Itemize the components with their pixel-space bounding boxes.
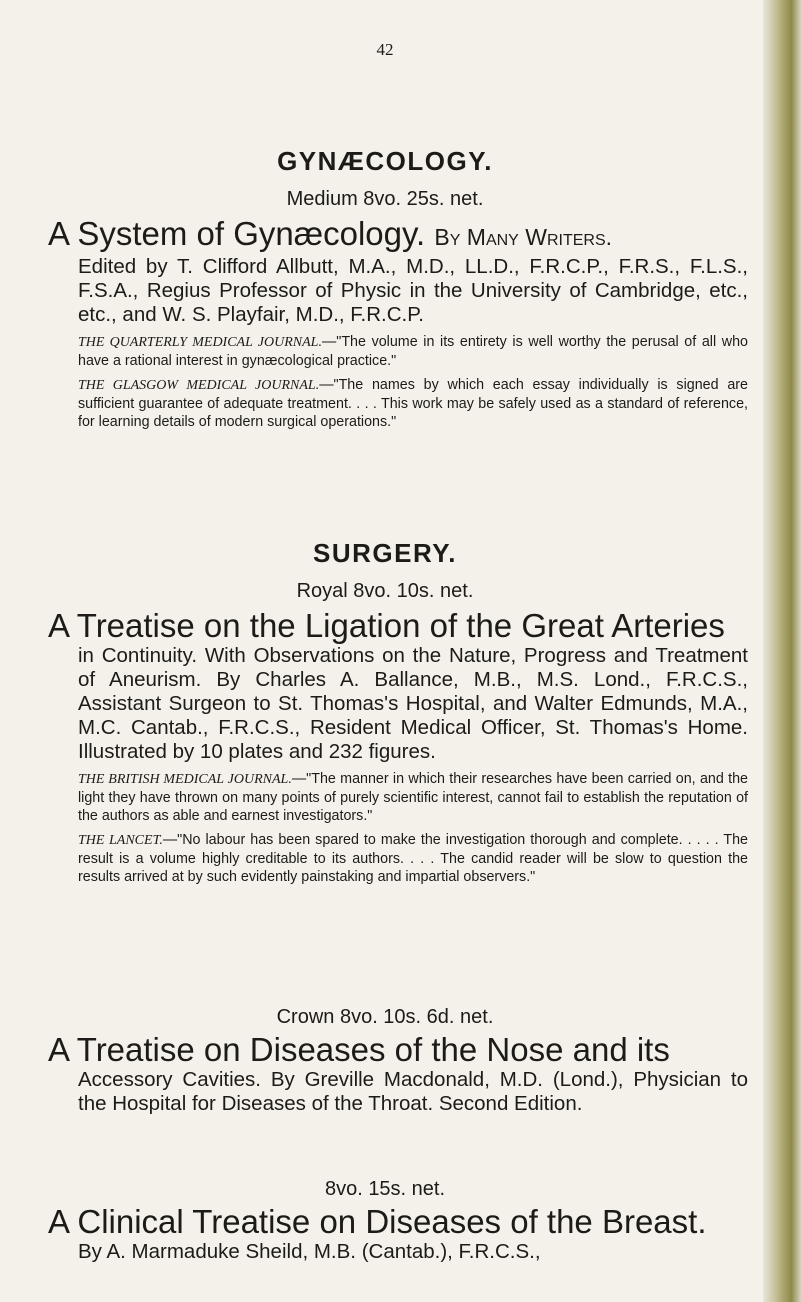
review-text: —"The manner in which their researches have been carried on, and the light they have thrown on many points of purely scientific interest, cannot fail to establish the reputation of the authors as able and earnest investigators." [78,771,748,824]
price-line: Crown 8vo. 10s. 6d. net. [276,1006,494,1028]
entry-description: Edited by T. Clifford Allbutt, M.A., M.D., LL.D., F.R.C.P., F.R.S., F.L.S., F.S.A., Regius Professor of Physic in the University of Cambridge, etc., etc., and W. S. Playfair, M.D., F.R.C.P. [78,255,748,326]
book-entry [48,1032,748,1116]
review-quote [48,770,748,825]
review-text: —"No labour has been spared to make the investigation thorough and complete. . . . . The result is a volume highly creditable to its authors. . . . The candid reader will be slow to question the results arrived at by such evidently painstaking and impartial observers." [78,832,749,885]
review-journal: THE GLASGOW MEDICAL JOURNAL. [78,378,320,393]
page-number: 42 [376,40,394,59]
entry-description: in Continuity. With Observations on the Nature, Progress and Treatment of Aneurism. By Charles A. Ballance, M.B., M.S. Lond., F.R.C.S., Assistant Surgeon to St. Thomas's Hospital, and Walter Edmunds, M.A., M.C. Cantab., F.R.C.S., Resident Medical Officer, St. Thomas's Home. Illustrated by 10 plates and 232 figures. [78,644,748,763]
entry-heading [48,1204,748,1240]
price-line: Royal 8vo. 10s. net. [296,580,474,602]
entry-title: A Clinical Treatise on Diseases of the Breast. [48,1203,707,1240]
book-entry [48,608,748,886]
review-text: —"The names by which each essay individually is signed are sufficient guarantee of adequate treatment. . . . This work may be safely used as a standard of reference, for learning details of modern surgical operations." [78,377,748,430]
review-journal: THE BRITISH MEDICAL JOURNAL. [78,772,292,787]
book-entry [48,1204,748,1264]
entry-title: A System of Gynæcology. [48,215,426,252]
section-title-gynaecology: GYNÆCOLOGY. [277,146,493,176]
price-line: Medium 8vo. 25s. net. [286,188,484,210]
entry-heading [48,1032,748,1068]
review-quote [48,831,748,886]
review-quote [48,376,748,431]
entry-title: A Treatise on the Ligation of the Great Arteries [48,607,725,644]
section-title-surgery: SURGERY. [313,538,457,568]
entry-description: By A. Marmaduke Sheild, M.B. (Cantab.), F.R.C.S., [78,1240,541,1263]
review-text: —"The volume in its entirety is well worthy the perusal of all who have a rational interest in gynæcological practice." [78,334,748,369]
review-journal: THE LANCET. [78,833,163,848]
entry-description: Accessory Cavities. By Greville Macdonald, M.D. (Lond.), Physician to the Hospital for Diseases of the Throat. Second Edition. [78,1068,748,1115]
review-quote [48,333,748,370]
entry-byline: By Many Writers. [434,224,613,250]
entry-title: A Treatise on Diseases of the Nose and its [48,1031,670,1068]
review-journal: THE QUARTERLY MEDICAL JOURNAL. [78,335,322,350]
entry-heading [48,608,748,644]
book-entry [48,216,748,431]
entry-heading [48,216,748,255]
price-line: 8vo. 15s. net. [324,1178,446,1200]
